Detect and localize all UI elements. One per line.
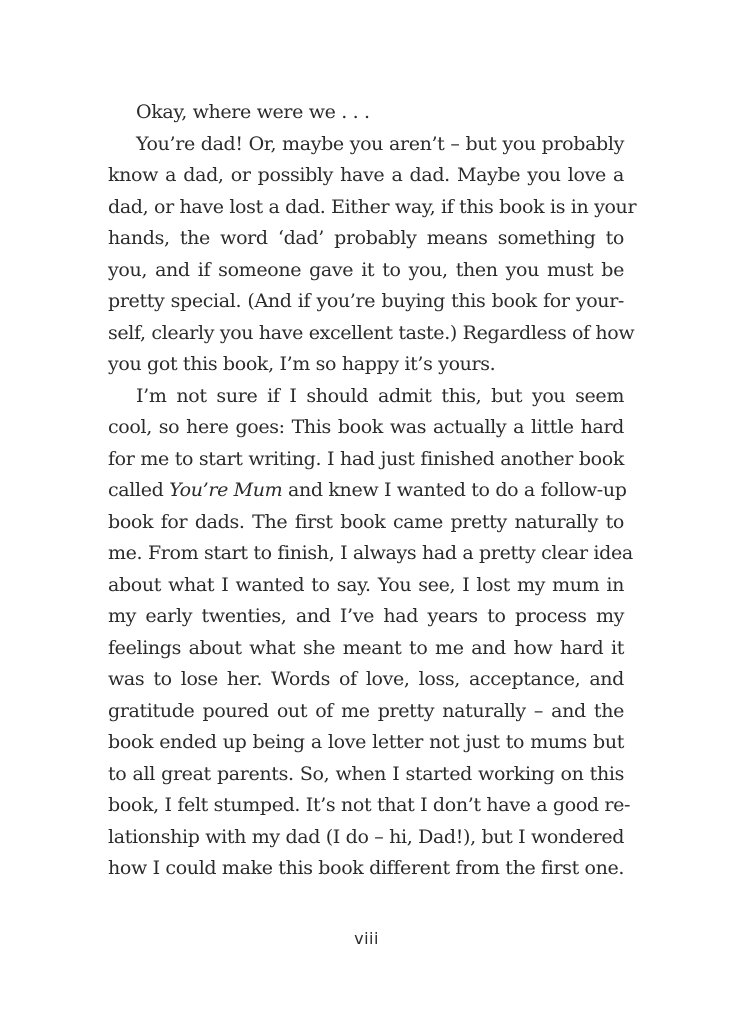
body-text — [108, 97, 637, 885]
text-line: me. From start to finish, I always had a pretty clear idea — [108, 542, 633, 564]
text-line: know a dad, or possibly have a dad. Maybe you love a — [108, 164, 624, 186]
text-line: you, and if someone gave it to you, then you must be — [108, 258, 624, 281]
text-line: book, I felt stumped. It’s not that I don’t have a good re- — [108, 794, 631, 816]
text-line: was to lose her. Words of love, loss, acceptance, and — [108, 668, 624, 690]
text-line — [108, 475, 627, 507]
text-line: I’m not sure if I should admit this, but you seem — [136, 384, 624, 407]
text-line: lationship with my dad (I do – hi, Dad!), but I wondered — [108, 825, 625, 848]
text-line: my early twenties, and I’ve had years to process my — [108, 605, 624, 627]
text-line: book for dads. The first book came pretty naturally to — [108, 510, 624, 533]
text-line: to all great parents. So, when I started working on this — [108, 762, 624, 785]
text-line: gratitude poured out of me pretty naturally – and the — [108, 699, 624, 722]
text-line: for me to start writing. I had just finished another book — [108, 447, 624, 470]
text-line: pretty special. (And if you’re buying this book for your- — [108, 290, 624, 312]
text-line: hands, the word ‘dad’ probably means something to — [108, 227, 624, 249]
paragraph-3 — [108, 381, 633, 885]
book-title-italic: You’re Mum — [169, 479, 283, 501]
text-line: dad, or have lost a dad. Either way, if this book is in your — [108, 195, 637, 218]
text-line: cool, so here goes: This book was actually a little hard — [108, 416, 624, 438]
text-line: how I could make this book different from the first one. — [108, 857, 625, 879]
text-line: You’re dad! Or, maybe you aren’t – but you probably — [136, 132, 624, 155]
text-line: about what I wanted to say. You see, I lost my mum in — [108, 573, 624, 596]
text-line: self, clearly you have excellent taste.) Regardless of how — [108, 321, 635, 344]
text-line: you got this book, I’m so happy it’s yours. — [108, 353, 496, 375]
text-line: Okay, where were we . . . — [136, 101, 370, 123]
page-number: viii — [354, 929, 379, 948]
text-fragment: called — [108, 479, 164, 501]
paragraph-2 — [108, 129, 637, 381]
paragraph-1 — [108, 97, 624, 129]
text-line: feelings about what she meant to me and how hard it — [108, 636, 624, 659]
text-line: book ended up being a love letter not just to mums but — [108, 731, 624, 753]
text-fragment: and knew I wanted to do a follow-up — [288, 479, 627, 501]
